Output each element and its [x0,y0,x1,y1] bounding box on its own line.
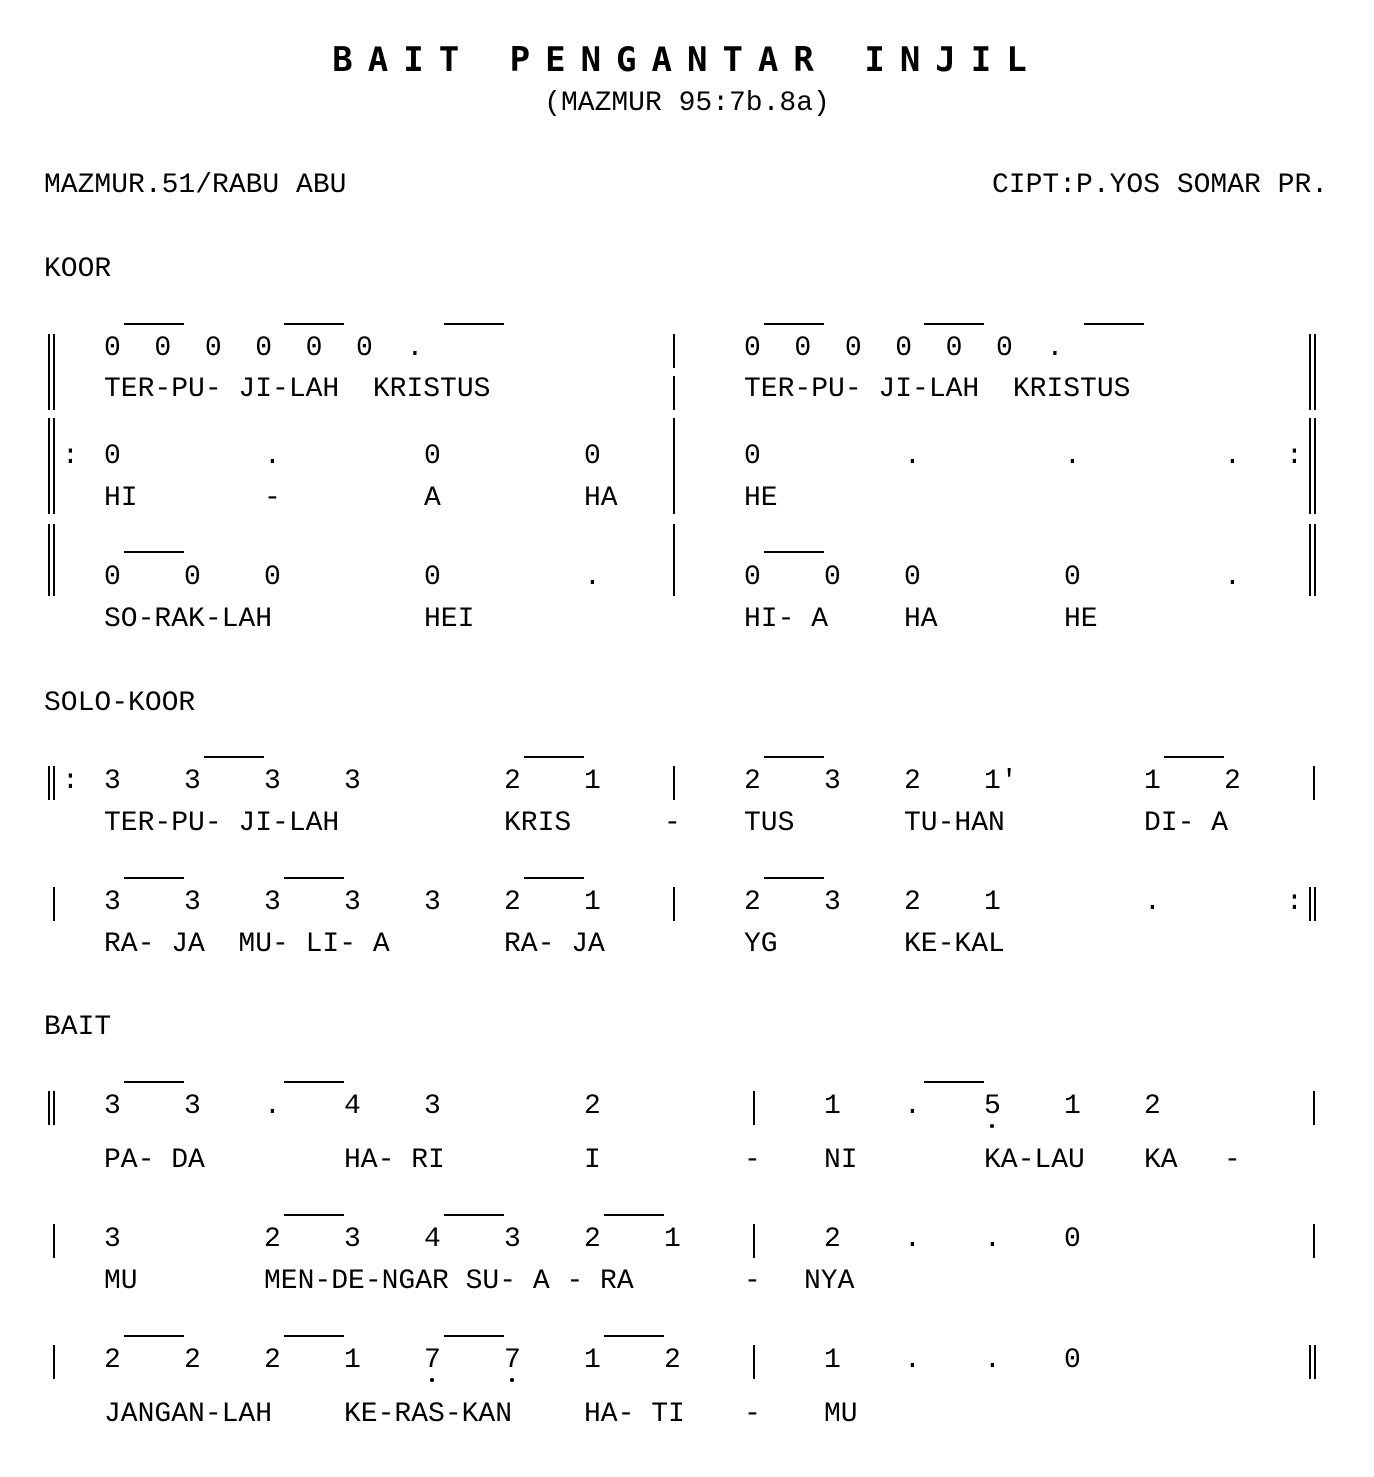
lower-octave-dot [430,1378,434,1382]
lyric: KE-RAS-KAN [344,1399,513,1430]
barline [673,418,675,514]
note: 0 [1064,1224,1081,1255]
note: 0 [424,562,441,593]
lyric: MU [824,1399,858,1430]
double-barline [1309,1345,1316,1379]
note: 2 [104,1345,121,1376]
barline [753,1224,755,1258]
section-koor-heading: KOOR [44,254,112,285]
beam [764,877,824,879]
koor-line1-lyrics-a: TER-PU- JI-LAH KRISTUS [104,374,491,405]
lyric: MU [104,1266,138,1297]
note: . [904,1345,921,1376]
note: 0 [904,562,921,593]
barline [53,887,55,921]
repeat-end-barline [1309,418,1316,514]
lower-octave-dot [510,1378,514,1382]
note: 3 [104,1091,121,1122]
note: . [904,1224,921,1255]
note: . [264,441,281,472]
barline [673,334,675,368]
beam [284,877,344,879]
beam [444,1214,504,1216]
barline [1313,766,1315,800]
double-barline [48,524,55,596]
lyric: A [424,483,441,514]
note: 0 [104,441,121,472]
note: 2 [264,1345,281,1376]
beam [284,1335,344,1337]
double-barline [1309,334,1316,410]
note: 2 [744,887,761,918]
beam [204,756,264,758]
note: 3 [424,887,441,918]
note: 0 [584,441,601,472]
beam [124,1335,184,1337]
note: 3 [424,1091,441,1122]
beam [764,756,824,758]
note: . [1144,887,1161,918]
lyric: HI- A [744,604,829,635]
beam [1084,323,1144,325]
beam [1164,756,1224,758]
beam [924,323,984,325]
note: 0 [824,562,841,593]
note: 0 [1064,562,1081,593]
note: 3 [264,887,281,918]
page-title: BAIT PENGANTAR INJIL [332,40,1042,80]
source-label: MAZMUR.51/RABU ABU [44,170,347,201]
note: 3 [344,766,361,797]
beam [124,1081,184,1083]
koor-line1-lyrics-b: TER-PU- JI-LAH KRISTUS [744,374,1131,405]
note: 7 [504,1345,521,1376]
lyric: HE [744,483,778,514]
note: 1 [1064,1091,1081,1122]
lyric: TER-PU- JI-LAH [104,808,340,839]
beam [924,1081,984,1083]
note: . [904,1091,921,1122]
lyric: PA- DA [104,1145,205,1176]
repeat-start-barline [48,766,55,800]
section-bait-heading: BAIT [44,1012,112,1043]
note: 4 [424,1224,441,1255]
note: 0 [744,562,761,593]
note: 3 [504,1224,521,1255]
repeat-sign: : [62,441,79,472]
lyric: NYA [804,1266,855,1297]
barline [673,887,675,921]
lyric: - [1224,1145,1241,1176]
note: 1 [1144,766,1161,797]
note: 2 [584,1091,601,1122]
note: 2 [584,1224,601,1255]
note: . [264,1091,281,1122]
note: 3 [184,887,201,918]
barline [753,1091,755,1125]
note: 0 [1064,1345,1081,1376]
lower-octave-dot [990,1124,994,1128]
note: 1 [984,887,1001,918]
beam [524,756,584,758]
note: 2 [744,766,761,797]
note: 1 [584,1345,601,1376]
double-barline [48,1091,55,1125]
note: 3 [104,1224,121,1255]
repeat-sign: : [1286,887,1303,918]
barline [673,376,675,410]
note: 2 [184,1345,201,1376]
lyric: HA [904,604,938,635]
note: . [1224,562,1241,593]
note: 0 [424,441,441,472]
note: 2 [904,766,921,797]
beam [604,1335,664,1337]
note: 1 [344,1345,361,1376]
note: 5 [984,1091,1001,1122]
lyric: HEI [424,604,475,635]
barline [753,1345,755,1379]
repeat-start-barline [48,418,55,514]
note: 3 [184,766,201,797]
note: 3 [344,1224,361,1255]
note: 3 [184,1091,201,1122]
barline [53,1224,55,1258]
barline [1313,1224,1315,1258]
beam [124,551,184,553]
koor-line1-notes-a: 0 0 0 0 0 0 . [104,333,424,364]
lyric: NI [824,1145,858,1176]
lyric: - [664,808,681,839]
beam [124,323,184,325]
lyric: HA- RI [344,1145,445,1176]
lyric: RA- JA MU- LI- A [104,929,390,960]
lyric: HE [1064,604,1098,635]
note: 2 [264,1224,281,1255]
note: 1 [584,766,601,797]
lyric: KRIS [504,808,572,839]
note: 3 [104,766,121,797]
lyric: - [744,1399,761,1430]
lyric: - [744,1145,761,1176]
barline [673,766,675,800]
note: 0 [744,441,761,472]
repeat-end-barline [1309,887,1316,921]
note: . [584,562,601,593]
beam [764,551,824,553]
note: 2 [504,766,521,797]
beam [764,323,824,325]
section-solo-koor-heading: SOLO-KOOR [44,688,196,719]
beam [284,1081,344,1083]
lyric: KA [1144,1145,1178,1176]
repeat-sign: : [1286,441,1303,472]
note: 1 [664,1224,681,1255]
beam [444,1335,504,1337]
lyric: TU-HAN [904,808,1005,839]
lyric: YG [744,929,778,960]
page-subtitle: (MAZMUR 95:7b.8a) [544,88,830,119]
note: . [1064,441,1081,472]
lyric: MEN-DE-NGAR SU- A - RA [264,1266,634,1297]
koor-line1-notes-b: 0 0 0 0 0 0 . [744,333,1064,364]
note: 1 [584,887,601,918]
lyric: - [744,1266,761,1297]
note: 1 [824,1345,841,1376]
lyric: HA- TI [584,1399,685,1430]
lyric: HI [104,483,138,514]
repeat-sign: : [62,766,79,797]
note: 3 [824,766,841,797]
double-barline [48,334,55,410]
note: . [984,1345,1001,1376]
note: 0 [104,562,121,593]
lyric: I [584,1145,601,1176]
note: 2 [1224,766,1241,797]
note: 2 [664,1345,681,1376]
beam [604,1214,664,1216]
note: 4 [344,1091,361,1122]
note: 1' [984,766,1018,797]
note: 3 [344,887,361,918]
note: . [984,1224,1001,1255]
barline [53,1345,55,1379]
barline [1313,1091,1315,1125]
note: 2 [824,1224,841,1255]
lyric: - [264,483,281,514]
beam [284,1214,344,1216]
note: 2 [1144,1091,1161,1122]
note: 0 [264,562,281,593]
lyric: TUS [744,808,795,839]
lyric: JANGAN-LAH [104,1399,273,1430]
note: 7 [424,1345,441,1376]
note: 0 [184,562,201,593]
beam [444,323,504,325]
lyric: DI- A [1144,808,1229,839]
note: 3 [824,887,841,918]
lyric: KE-KAL [904,929,1005,960]
lyric: KA-LAU [984,1145,1085,1176]
note: . [1224,441,1241,472]
note: 3 [104,887,121,918]
beam [124,877,184,879]
lyric: HA [584,483,618,514]
composer-label: CIPT:P.YOS SOMAR PR. [992,170,1329,201]
note: . [904,441,921,472]
beam [524,877,584,879]
beam [284,323,344,325]
note: 1 [824,1091,841,1122]
barline [673,524,675,596]
double-barline [1309,524,1316,596]
note: 2 [904,887,921,918]
note: 2 [504,887,521,918]
lyric: SO-RAK-LAH [104,604,273,635]
lyric: RA- JA [504,929,605,960]
note: 3 [264,766,281,797]
